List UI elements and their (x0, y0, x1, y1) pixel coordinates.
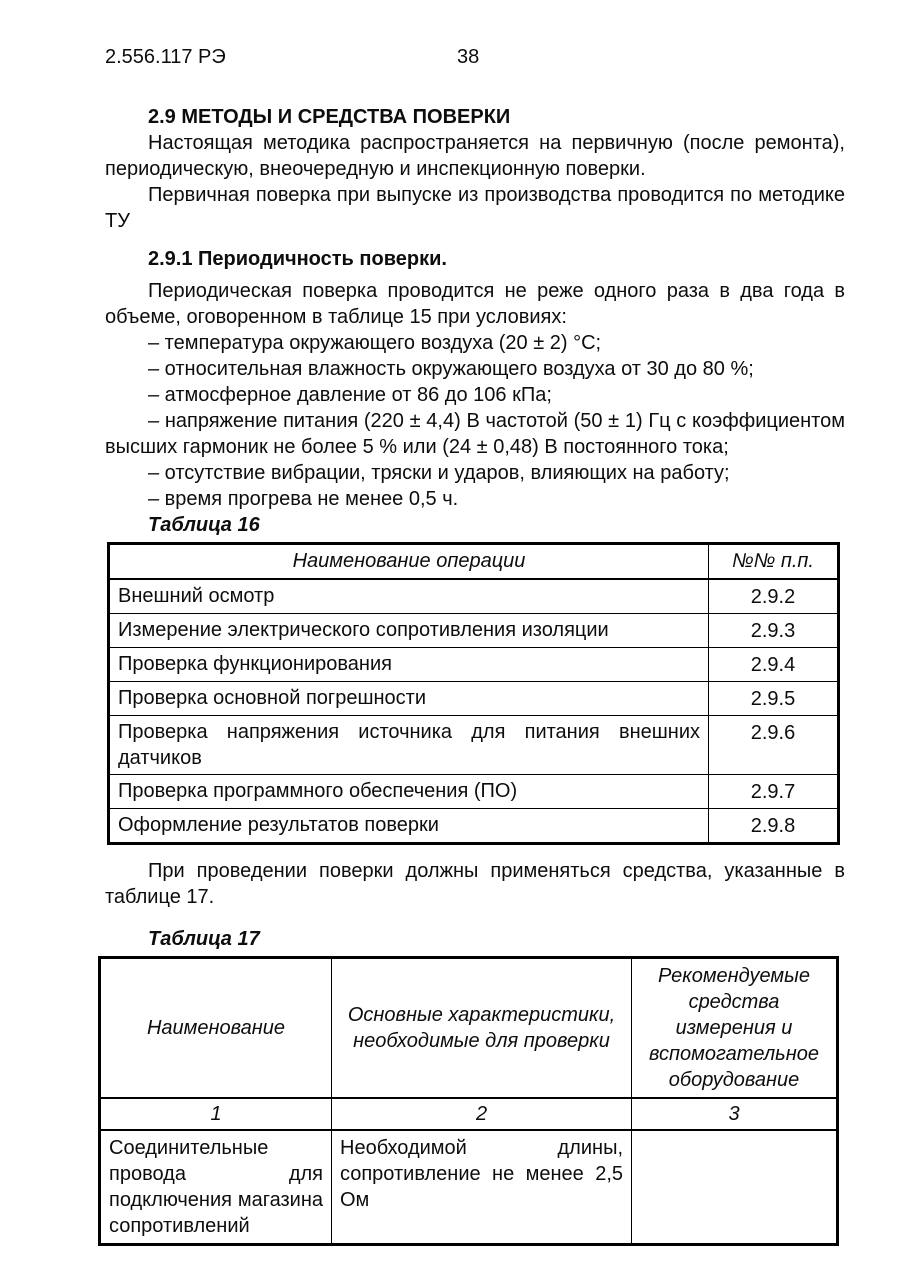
doc-number: 2.556.117 РЭ (105, 46, 226, 68)
operation-cell: Проверка функционирования (109, 647, 709, 681)
page-number: 38 (457, 46, 480, 68)
section-2-9-1-heading: 2.9.1 Периодичность поверки. (148, 248, 447, 270)
table-row (109, 613, 839, 647)
operation-cell: Проверка программного обеспечения (ПО) (109, 774, 709, 808)
table17 (98, 956, 839, 1246)
operation-cell: Проверка основной погрешности (109, 681, 709, 715)
table-row (109, 808, 839, 843)
operation-cell: Проверка напряжения источника для питания внешних датчиков (109, 715, 709, 774)
table17-col-header-recommended: Рекомендуемые средства измерения и вспомогательное оборудование (632, 957, 838, 1098)
table17-col-header-name: Наименование (100, 957, 332, 1098)
table-row (109, 774, 839, 808)
column-number-cell: 1 (100, 1098, 332, 1130)
table16-col-header-item: №№ п.п. (709, 544, 839, 579)
table16-header-row (109, 544, 839, 579)
page-header (105, 44, 845, 70)
section-2-9-1-intro: Периодическая поверка проводится не реже одного раза в два года в объеме, оговоренном в таблице 15 при условиях: (105, 280, 845, 328)
table-row (100, 1130, 838, 1245)
table17-header-row (100, 957, 838, 1098)
table17-column-numbers-row (100, 1098, 838, 1130)
table-row (109, 579, 839, 614)
table16 (107, 542, 840, 845)
table17-caption: Таблица 17 (148, 927, 260, 950)
condition-item: – относительная влажность окружающего воздуха от 30 до 80 %; (148, 358, 754, 380)
item-cell: 2.9.4 (709, 647, 839, 681)
condition-item: – отсутствие вибрации, тряски и ударов, влияющих на работу; (148, 462, 730, 484)
operation-cell: Оформление результатов поверки (109, 808, 709, 843)
column-number-cell: 2 (332, 1098, 632, 1130)
section-2-9-heading: 2.9 МЕТОДЫ И СРЕДСТВА ПОВЕРКИ (148, 106, 511, 128)
item-cell: 2.9.3 (709, 613, 839, 647)
conditions-list (105, 330, 845, 512)
condition-item: – атмосферное давление от 86 до 106 кПа; (148, 384, 552, 406)
condition-item: – температура окружающего воздуха (20 ± 2) °С; (148, 332, 602, 354)
recommended-cell (632, 1130, 838, 1245)
item-cell: 2.9.6 (709, 715, 839, 774)
table16-caption: Таблица 16 (148, 514, 260, 536)
item-cell: 2.9.8 (709, 808, 839, 843)
table-row (109, 647, 839, 681)
item-cell: 2.9.5 (709, 681, 839, 715)
item-cell: 2.9.7 (709, 774, 839, 808)
section-2-9-paragraph-2: Первичная поверка при выпуске из производства проводится по методике ТУ (105, 184, 845, 232)
characteristics-cell: Необходимой длины, сопротивление не менее 2,5 Ом (332, 1130, 632, 1245)
item-cell: 2.9.2 (709, 579, 839, 614)
condition-item: – напряжение питания (220 ± 4,4) В частотой (50 ± 1) Гц с коэффициентом высших гармоник не более 5 % или (24 ± 0,48) В постоянного тока; (105, 410, 845, 458)
name-cell: Соединительные провода для подключения магазина сопротивлений (100, 1130, 332, 1245)
table17-col-header-characteristics: Основные характеристики, необходимые для проверки (332, 957, 632, 1098)
section-2-9-paragraph-1: Настоящая методика распространяется на первичную (после ремонта), периодическую, внеочередную и инспекционную поверки. (105, 132, 845, 180)
table-row (109, 715, 839, 774)
condition-item: – время прогрева не менее 0,5 ч. (148, 488, 459, 510)
operation-cell: Внешний осмотр (109, 579, 709, 614)
paragraph-between-tables: При проведении поверки должны применяться средства, указанные в таблице 17. (105, 859, 845, 908)
operation-cell: Измерение электрического сопротивления изоляции (109, 613, 709, 647)
column-number-cell: 3 (632, 1098, 838, 1130)
table16-col-header-operation: Наименование операции (109, 544, 709, 579)
table-row (109, 681, 839, 715)
